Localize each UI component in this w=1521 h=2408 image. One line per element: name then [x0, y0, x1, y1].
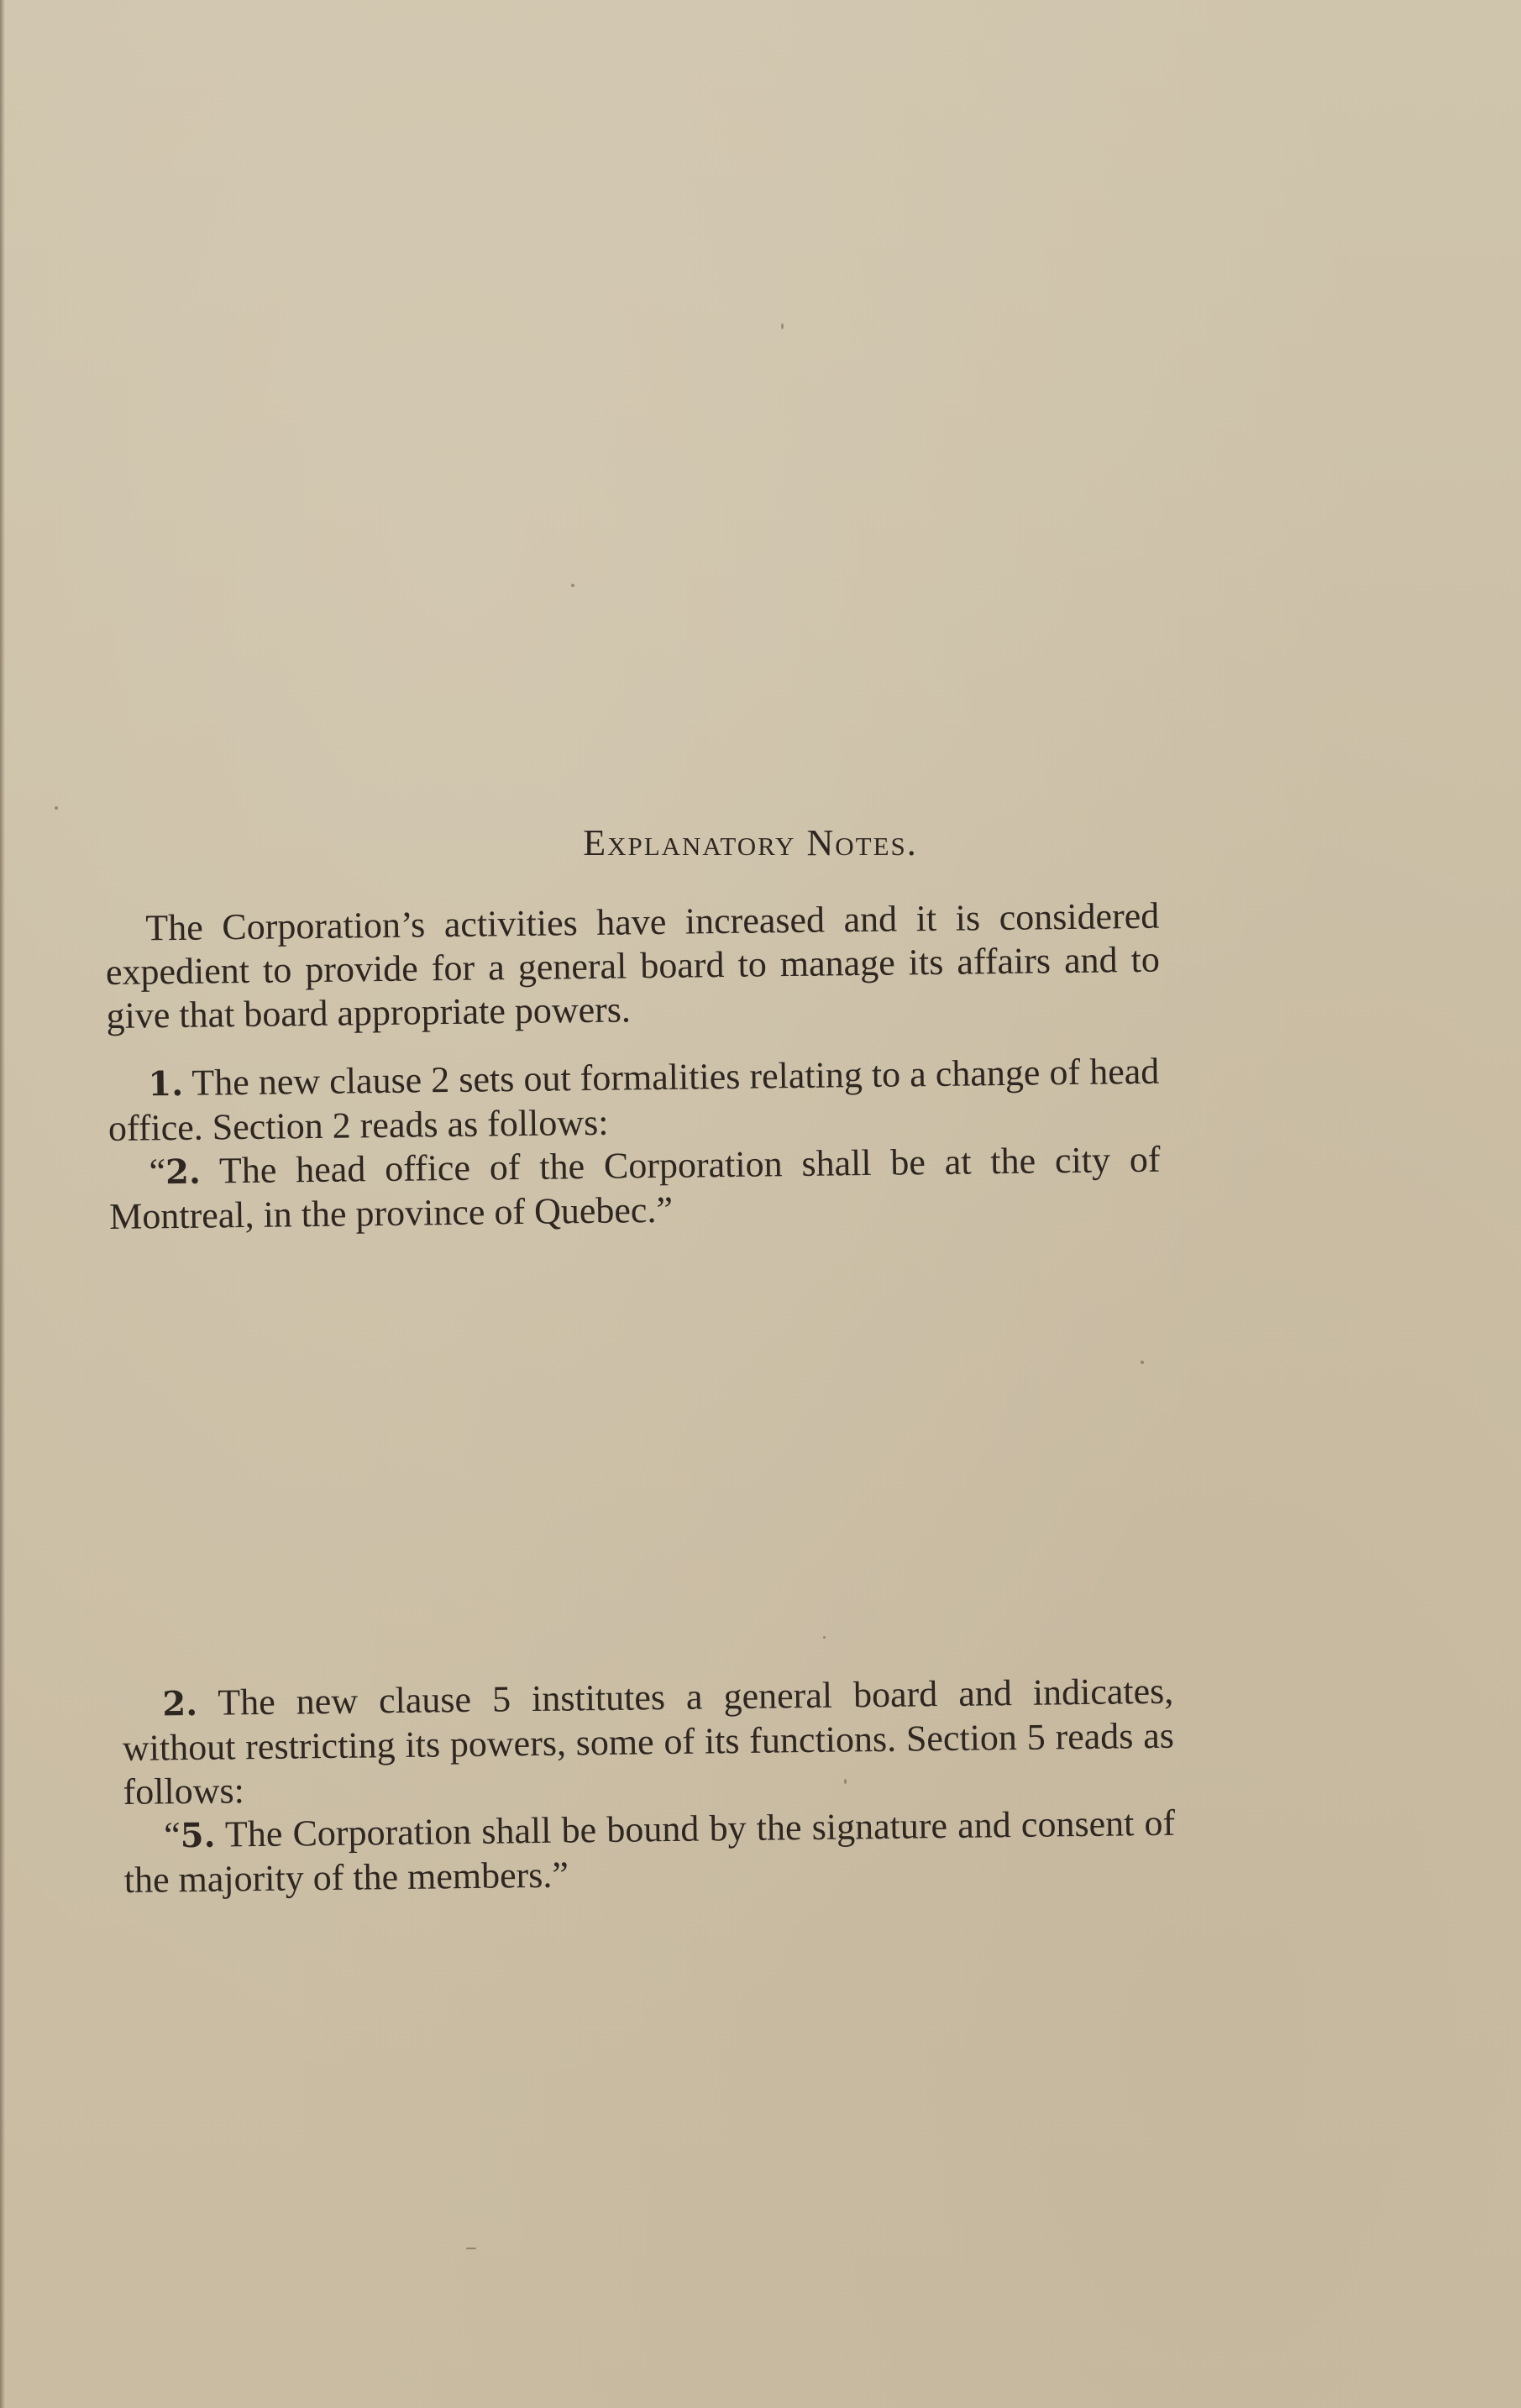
section-number: 2.: [165, 1152, 202, 1193]
quote-mark: “: [149, 1151, 166, 1193]
quoted-section: [108, 1138, 1161, 1239]
paper-speck: [571, 584, 574, 587]
explanatory-note-1: [108, 1050, 1161, 1239]
page-title: Explanatory Notes.: [583, 822, 918, 863]
paper-speck: [55, 806, 58, 810]
paper-speck: [781, 323, 784, 329]
note-number: 1.: [148, 1063, 184, 1104]
paper-speck: [1141, 1361, 1144, 1364]
quoted-section: [123, 1802, 1176, 1902]
paper-speck: [823, 1636, 826, 1639]
page-edge-shadow: [0, 0, 5, 2408]
quoted-text: The Corporation shall be bound by the signature and consent of the majority of the members.”: [123, 1802, 1176, 1901]
explanatory-note-2: [122, 1670, 1176, 1902]
note-text: The new clause 2 sets out formalities relating to a change of head office. Section 2 reads as follows:: [108, 1050, 1160, 1149]
quoted-text: The head office of the Corporation shall be at the city of Montreal, in the province of Quebec.”: [108, 1138, 1161, 1237]
note-number: 2.: [162, 1683, 198, 1724]
paper-speck: [466, 2248, 476, 2249]
quote-mark: “: [163, 1814, 181, 1856]
section-number: 5.: [180, 1815, 216, 1856]
note-text: The new clause 5 institutes a general board and indicates, without restricting its powers, some of its functions. Section 5 reads as follows:: [122, 1670, 1175, 1813]
intro-paragraph: The Corporation’s activities have increased and it is considered expedient to provide for a general board to manage its affairs and to give that board appropriate powers.: [105, 894, 1161, 1036]
